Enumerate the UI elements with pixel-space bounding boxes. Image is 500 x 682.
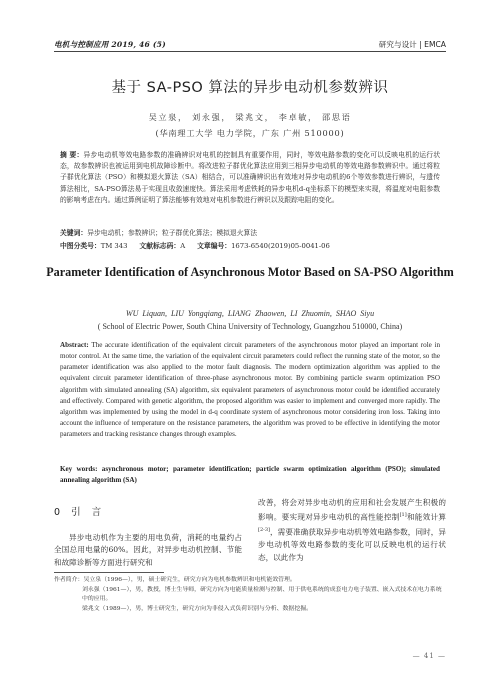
keywords-chinese-text: 异步电动机；参数辨识；粒子群优化算法；模拟退火算法 [87,229,258,237]
keywords-english [60,464,440,486]
clc-value: TM 343 [100,242,128,250]
footnote-rule [54,572,164,573]
abstract-english-label: Abstract: [60,341,89,349]
citation-1: [1] [399,512,407,519]
doc-code-value: A [180,242,186,250]
clc-label: 中图分类号： [60,242,101,250]
footnote-author-1: 作者简介：吴立泉（1996—），男，硕士研究生，研究方向为电机参数辨识和电机能效管理。 [54,577,296,583]
affiliation-chinese: (华南理工大学 电力学院，广东 广州 510000) [155,128,345,138]
section-heading-introduction: 0 引 言 [54,507,106,518]
intro-right-text-c: ，需要准确获取异步电动机等效电路参数，同时，异步电动机等效电路参数的变化可以反映电机的运行状态，以此作为 [258,527,446,562]
authors-english: WU Liquan, LIU Yongqiang, LIANG Zhaowen, LI Zhuomin, SHAO Siyu [125,309,375,318]
footnote-author-3: 梁兆文（1989—），男，博士研究生，研究方向为非侵入式负荷识别与分析、数据挖掘。 [82,605,312,612]
classification-line [60,241,440,252]
title-english: Parameter Identification of Asynchronous Motor Based on SA-PSO Algorithm [46,265,454,279]
right-column [258,497,446,564]
article-number-label: 文章编号： [197,242,232,250]
page-number: — 41 — [412,652,446,660]
header-rule [54,51,446,52]
footnotes [54,576,446,614]
citation-2-3: [2-3] [258,527,270,534]
section-label: 研究与设计 | EMCA [378,39,446,49]
journal-name: 电机与控制应用 2019, 46 (5) [54,39,166,49]
keywords-english-label: Key words: [60,465,98,473]
title-chinese: 基于 SA-PSO 算法的异步电动机参数辨识 [111,80,389,96]
affiliation-english: ( School of Electric Power, South China University of Technology, Guangzhou 510000, China) [97,322,403,331]
abstract-chinese [60,150,440,206]
authors-chinese: 吴立泉， 刘永强， 梁兆文， 李卓敏， 邵思语 [148,112,352,122]
keywords-chinese-label: 关键词： [60,229,88,237]
abstract-english [60,340,440,440]
intro-right-text-a: 改善，将会对异步电动机的应用和社会发展产生积极的影响。要实现对异步电动机的高性能控制 [258,498,446,522]
article-number-value: 1673-6540(2019)05-0041-06 [231,242,330,250]
doc-code-label: 文献标志码： [139,242,181,250]
left-column [54,504,242,569]
running-header [54,38,446,50]
keywords-english-text: asynchronous motor; parameter identification; particle swarm optimization algorithm (PSO); simulated annealing algorithm (SA) [60,465,440,485]
intro-left-paragraph: 异步电动机作为主要的用电负荷，消耗的电量约占全国总用电量的60%。因此，对异步电动机控制、节能和故障诊断等方面进行研究和 [54,533,242,567]
footnote-author-2: 刘永强（1961—），男，教授，博士生导师，研究方向为电能质量检测与控制、用于供电系统的成套电力电子装置、嵌入式技术在电力系统中的应用。 [82,586,442,602]
abstract-english-text: The accurate identification of the equivalent circuit parameters of the asynchronous motor played an important role in motor control. At the same time, the variation of the equivalent circuit parameters could reflect the running state of the motor, so the parameter identification was also applied to the motor fault diagnosis. The modern optimization algorithm was applied to the equivalent circuit parameter identification of three-phase asynchronous motor. By combining particle swarm optimization PSO algorithm with simulated annealing (SA) algorithm, six equivalent parameters of asynchronous motor could be identified accurately and effectively. Compared with genetic algorithm, the proposed algorithm was easier to implement and converged more rapidly. The algorithm was implemented by using the model in d-q coordinate system of asynchronous motor considering iron loss. Taking into account the influence of temperature on the resistance parameters, the algorithm was proved to be effective in identifying the motor parameters and tracking resistance changes through examples. [60,341,440,439]
keywords-chinese [60,228,440,239]
abstract-chinese-label: 摘 要： [60,151,84,159]
abstract-chinese-text: 异步电动机等效电路参数的准确辨识对电机的控制具有重要作用，同时，等效电路参数的变化可以反映电机的运行状态，故参数辨识也被运用到电机故障诊断中。将改进粒子群优化算法应用到三相异步电动机的等效电路参数辨识中。通过将粒子群优化算法（PSO）和模拟退火算法（SA）相结合，可以准确辨识出有效地对异步电动机的6个等效参数进行辨识，与遗传算法相比，SA-PSO算法易于实现且收敛速度快。算法采用考虑铁耗的异步电机d-q坐标系下的模型来实现，将温度对电阻参数的影响考虑在内。通过算例证明了算法能够有效地对电机参数进行辨识以及跟踪电阻的变化。 [60,151,440,204]
intro-right-text-b: 和能效计算 [406,512,446,522]
